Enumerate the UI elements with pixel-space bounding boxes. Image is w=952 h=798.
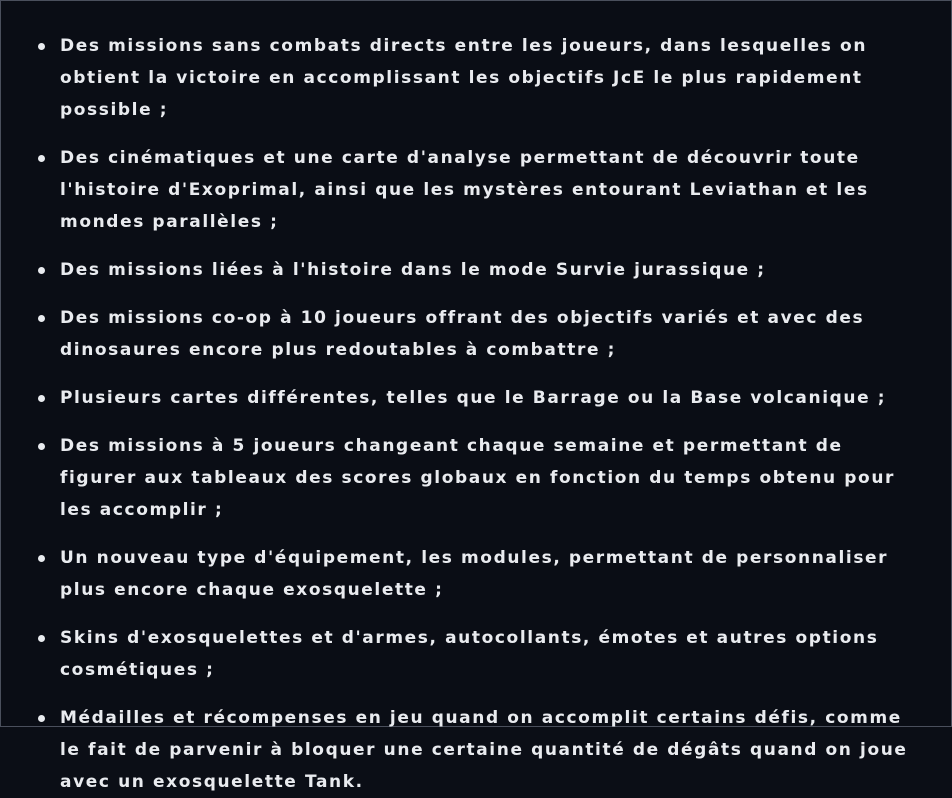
- list-item: [38, 622, 921, 686]
- list-item-text: Des cinématiques et une carte d'analyse permettant de découvrir toute l'histoire d'Exoprimal, ainsi que les mystères entourant Leviathan et les mondes parallèles ;: [60, 148, 869, 232]
- list-item: [38, 542, 921, 606]
- list-item: [38, 142, 921, 238]
- bullet-icon: [38, 443, 45, 450]
- list-item: [38, 430, 921, 526]
- feature-list: [1, 1, 951, 798]
- list-item-text: Un nouveau type d'équipement, les modules, permettant de personnaliser plus encore chaque exosquelette ;: [60, 548, 889, 600]
- list-item-text: Skins d'exosquelettes et d'armes, autocollants, émotes et autres options cosmétiques ;: [60, 628, 879, 680]
- bullet-icon: [38, 155, 45, 162]
- bullet-icon: [38, 43, 45, 50]
- list-item-text: Des missions co-op à 10 joueurs offrant des objectifs variés et avec des dinosaures encore plus redoutables à combattre ;: [60, 308, 865, 360]
- list-item-text: Des missions sans combats directs entre les joueurs, dans lesquelles on obtient la victoire en accomplissant les objectifs JcE le plus rapidement possible ;: [60, 36, 868, 120]
- bullet-icon: [38, 267, 45, 274]
- list-item: [38, 382, 921, 414]
- list-item-text: Plusieurs cartes différentes, telles que le Barrage ou la Base volcanique ;: [60, 388, 887, 408]
- bullet-icon: [38, 635, 45, 642]
- list-item: [38, 254, 921, 286]
- bullet-icon: [38, 315, 45, 322]
- list-item: [38, 30, 921, 126]
- list-item-text: Des missions à 5 joueurs changeant chaque semaine et permettant de figurer aux tableaux des scores globaux en fonction du temps obtenu pour les accomplir ;: [60, 436, 896, 520]
- list-item: [38, 302, 921, 366]
- bullet-icon: [38, 395, 45, 402]
- list-item-text: Médailles et récompenses en jeu quand on accomplit certains défis, comme le fait de parvenir à bloquer une certaine quantité de dégâts quand on joue avec un exosquelette Tank.: [60, 708, 908, 792]
- list-item: [38, 702, 921, 798]
- list-item-text: Des missions liées à l'histoire dans le mode Survie jurassique ;: [60, 260, 766, 280]
- bullet-icon: [38, 715, 45, 722]
- bullet-icon: [38, 555, 45, 562]
